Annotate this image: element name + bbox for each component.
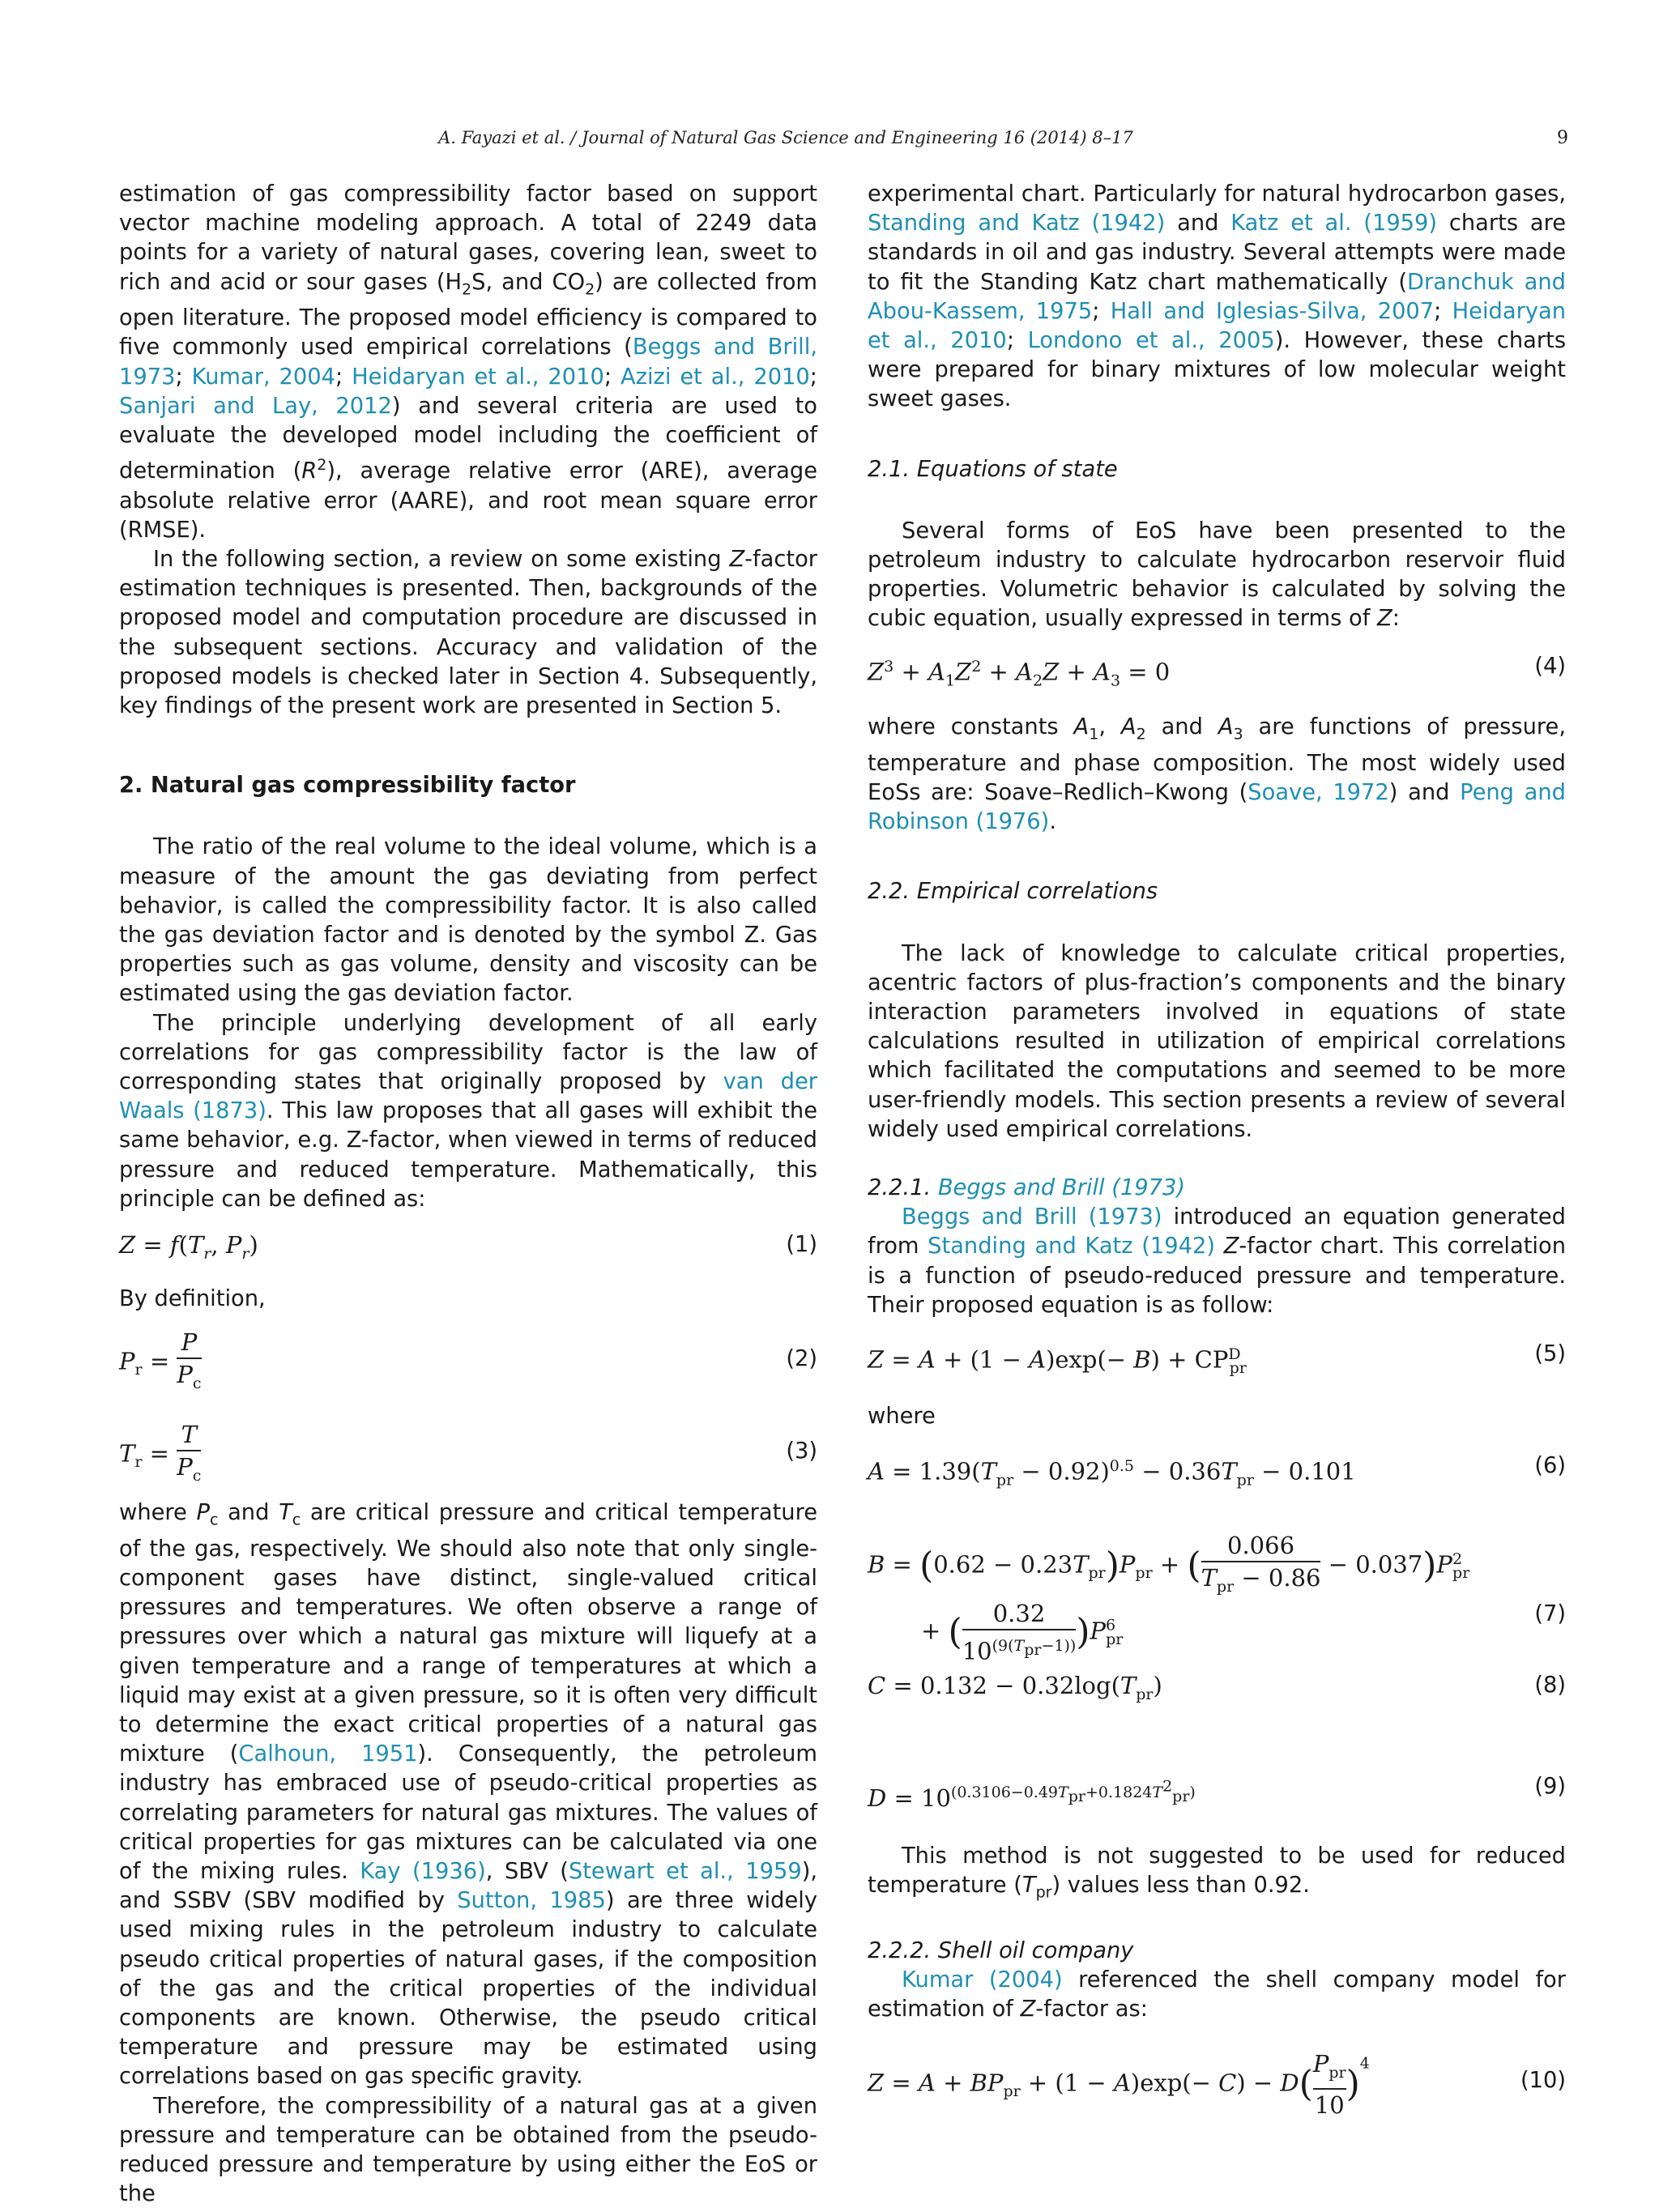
equation-9: $D = 10^{(0.3106-0.49T_{pr}+0.1824T^2_{pr})}$ (9) bbox=[868, 1773, 1566, 1812]
paragraph: Kumar (2004) referenced the shell company model for estimation of Z-factor as: bbox=[868, 1967, 1566, 2022]
paragraph: The ratio of the real volume to the ideal volume, which is a measure of the amount the gas deviating from perfect behavior, is called the compressibility factor. It is also called the gas deviation factor and is denoted by the symbol Z. Gas properties such as gas volume, density and viscosity can be estimated using the gas deviation factor. bbox=[119, 834, 817, 1007]
citation-link[interactable]: van der Waals (1873) bbox=[119, 1069, 818, 1124]
equation-4: $Z^3 + A_1Z^2 + A_2Z + A_3 = 0$ (4) bbox=[868, 653, 1566, 690]
subsubsection-heading: 2.2.2. Shell oil company bbox=[868, 1937, 1134, 1963]
citation-link[interactable]: Standing and Katz (1942) bbox=[928, 1234, 1215, 1259]
left-column bbox=[119, 180, 817, 2209]
paragraph: where $P_c$ and $T_c$ are critical pressure and critical temperature of the gas, respectively. We should also note that only single-component gases have distinct, single-valued critical pressures and temperatures. We often observe a range of pressures over which a natural gas mixture will liquefy at a given temperature and a range of temperatures at which a liquid may exist at a given pressure, so it is often very difficult to determine the exact critical properties of a natural gas mixture (Calhoun, 1951). Consequently, the petroleum industry has embraced use of pseudo-critical properties as correlating parameters for natural gas mixtures. The values of critical properties for gas mixtures can be calculated via one of the mixing rules. Kay (1936), SBV (Stewart et al., 1959), and SSBV (SBV modified by Sutton, 1985) are three widely used mixing rules in the petroleum industry to calculate pseudo critical properties of natural gases, if the composition of the gas and the critical properties of the individual components are known. Otherwise, the pseudo critical temperature and pressure may be estimated using correlations based on gas specific gravity. bbox=[119, 1500, 818, 2090]
paragraph: estimation of gas compressibility factor based on support vector machine modeling approach. A total of 2249 data points for a variety of natural gases, covering lean, sweet to rich and acid or sour gases ($H_2S$, and $CO_2$) are collected from open literature. The proposed model efficiency is compared to five commonly used empirical correlations (Beggs and Brill, 1973; Kumar, 2004; Heidaryan et al., 2010; Azizi et al., 2010; Sanjari and Lay, 2012) and several criteria are used to evaluate the developed model including the coefficient of determination $(R^2)$, average relative error (ARE), average absolute relative error (AARE), and root mean square error (RMSE). bbox=[119, 181, 818, 543]
citation-link[interactable]: Peng and Robinson (1976) bbox=[868, 779, 1566, 835]
citation-link[interactable]: Kay (1936) bbox=[360, 1858, 486, 1884]
citation-link[interactable]: Londono et al., 2005 bbox=[1027, 328, 1275, 354]
citation-link[interactable]: Heidaryan et al., 2010 bbox=[868, 298, 1567, 354]
citation-link[interactable]: Katz et al. (1959) bbox=[1230, 211, 1438, 237]
equation-6: $A = 1.39(T_{pr} - 0.92)^{0.5} - 0.36T_{pr} - 0.101$ (6) bbox=[868, 1452, 1566, 1490]
equation-3: $T_r$ = $\frac{T}{P_c}$ (3) bbox=[119, 1419, 817, 1484]
citation-link[interactable]: Sutton, 1985 bbox=[457, 1888, 606, 1914]
citation-link[interactable]: Beggs and Brill, 1973 bbox=[119, 335, 817, 390]
paragraph: The principle underlying development of all early correlations for gas compressibility factor is the law of corresponding states that originally proposed by van der Waals (1873). This law proposes that all gases will exhibit the same behavior, e.g. Z-factor, when viewed in terms of reduced pressure and reduced temperature. Mathematically, this principle can be defined as: bbox=[119, 1010, 818, 1212]
subsection-heading: 2.1. Equations of state bbox=[868, 456, 1118, 482]
citation-link[interactable]: Kumar, 2004 bbox=[191, 364, 336, 390]
equation-7: $B = (0.62 - 0.23T_{pr})P_{pr}$ + ( $\frac{0.066}{T_{pr} - 0.86}$ − $0.037)P^2_{pr}$ + ( $\frac{0.32}{10^{(9(T_{pr}-1))}}$ )$P^6_{pr}$ (7) bbox=[868, 1532, 1566, 1665]
citation-link[interactable]: Calhoun, 1951 bbox=[238, 1741, 418, 1767]
paragraph: The lack of knowledge to calculate critical properties, acentric factors of plus-fraction’s components and the binary interaction parameters involved in equations of state calculations resulted in utilization of empirical correlations which facilitated the computations and seemed to be more user-friendly models. This section presents a review of several widely used empirical correlations. bbox=[868, 940, 1566, 1142]
paragraph: where bbox=[868, 1404, 936, 1430]
subsection-heading: 2.2. Empirical correlations bbox=[868, 879, 1158, 905]
paragraph: Several forms of EoS have been presented to the petroleum industry to calculate hydrocarbon reservoir fluid properties. Volumetric behavior is calculated by solving the cubic equation, usually expressed in terms of Z: bbox=[868, 518, 1566, 632]
equation-8: $C = 0.132 - 0.32\log(T_{pr})$ (8) bbox=[868, 1672, 1566, 1703]
right-column bbox=[868, 180, 1566, 2121]
paragraph: By definition, bbox=[119, 1285, 266, 1311]
citation-link[interactable]: Stewart et al., 1959 bbox=[568, 1858, 802, 1884]
equation-2: $P_r$ = $\frac{P}{P_c}$ (2) bbox=[119, 1327, 817, 1392]
citation-link[interactable]: Heidaryan et al., 2010 bbox=[352, 364, 604, 390]
equation-10: $Z = A + BP_{pr} + (1 - A)\exp(- C) - D$( $\frac{P_{pr}}{10}$ )$^4$ (10) bbox=[868, 2050, 1566, 2120]
paragraph: Beggs and Brill (1973) introduced an equation generated from Standing and Katz (1942) Z-factor chart. This correlation is a function of pseudo-reduced pressure and temperature. Their proposed equation is as follow: bbox=[868, 1204, 1566, 1318]
citation-link[interactable]: Standing and Katz (1942) bbox=[868, 211, 1166, 237]
page-number: 9 bbox=[1557, 128, 1568, 148]
citation-link[interactable]: Kumar (2004) bbox=[902, 1967, 1063, 1993]
citation-link[interactable]: Beggs and Brill (1973) bbox=[902, 1204, 1162, 1230]
citation-link[interactable]: Hall and Iglesias-Silva, 2007 bbox=[1110, 298, 1435, 324]
paragraph: This method is not suggested to be used for reduced temperature $(T_{pr})$ values less than 0.92. bbox=[868, 1843, 1566, 1902]
citation-link[interactable]: Sanjari and Lay, 2012 bbox=[119, 393, 392, 419]
paragraph: experimental chart. Particularly for natural hydrocarbon gases, Standing and Katz (1942) and Katz et al. (1959) charts are standards in oil and gas industry. Several attempts were made to fit the Standing Katz chart mathematically (Dranchuk and Abou-Kassem, 1975; Hall and Iglesias-Silva, 2007; Heidaryan et al., 2010; Londono et al., 2005). However, these charts were prepared for binary mixtures of low molecular weight sweet gases. bbox=[868, 181, 1567, 412]
paragraph: where constants $A_1$, $A_2$ and $A_3$ are functions of pressure, temperature and phase composition. The most widely used EoSs are: Soave–Redlich–Kwong (Soave, 1972) and Peng and Robinson (1976). bbox=[868, 714, 1566, 835]
equation-5: $Z = A + (1 - A)\exp(- B) + CP^D_{pr}$ (5) bbox=[868, 1341, 1566, 1378]
paragraph: In the following section, a review on some existing Z-factor estimation techniques is presented. Then, backgrounds of the proposed model and computation procedure are discussed in the subsequent sections. Accuracy and validation of the proposed models is checked later in Section 4. Subsequently, key findings of the present work are presented in Section 5. bbox=[119, 546, 817, 718]
citation-link[interactable]: Soave, 1972 bbox=[1247, 779, 1389, 805]
citation-link[interactable]: Azizi et al., 2010 bbox=[620, 364, 810, 390]
running-header: A. Fayazi et al. / Journal of Natural Gas Science and Engineering 16 (2014) 8–17 bbox=[438, 128, 1133, 147]
citation-link[interactable]: Dranchuk and Abou-Kassem, 1975 bbox=[868, 269, 1567, 324]
paragraph: Therefore, the compressibility of a natural gas at a given pressure and temperature can be obtained from the pseudo-reduced pressure and temperature by using either the EoS or the bbox=[119, 2093, 817, 2207]
subsubsection-heading: 2.2.1. Beggs and Brill (1973) bbox=[868, 1174, 1186, 1200]
equation-1: $Z = f(T_r$, $P_r$) (1) bbox=[119, 1231, 817, 1263]
citation-link[interactable]: Beggs and Brill (1973) bbox=[937, 1174, 1186, 1200]
section-heading: 2. Natural gas compressibility factor bbox=[119, 773, 576, 799]
